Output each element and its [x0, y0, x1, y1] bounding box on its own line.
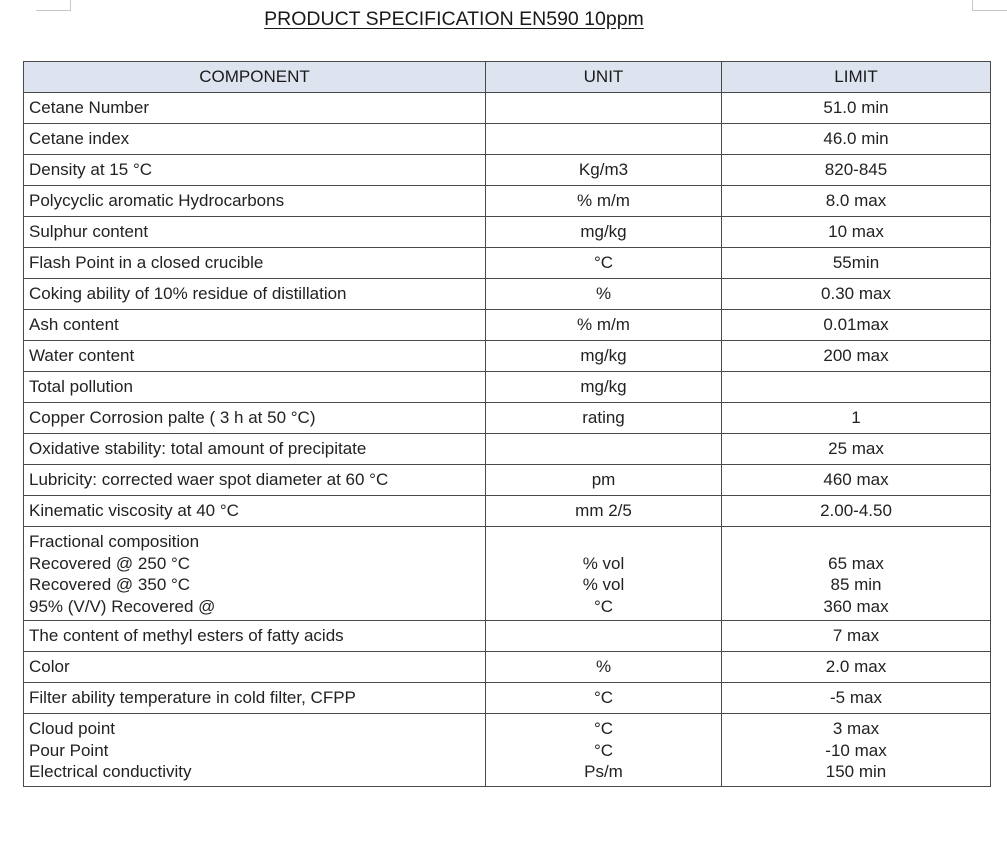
table-row — [24, 124, 991, 155]
component-cell-text: 95% (V/V) Recovered @ — [29, 596, 216, 616]
limit-cell-text: 65 max — [828, 553, 884, 573]
unit-cell-text: Ps/m — [584, 762, 623, 781]
component-cell-text: Ash content — [29, 315, 119, 335]
table-row — [24, 621, 991, 652]
unit-cell-text: % m/m — [577, 191, 630, 211]
component-cell-text: Electrical conductivity — [29, 762, 192, 781]
limit-cell — [722, 217, 991, 248]
unit-cell-text: mg/kg — [580, 377, 627, 397]
component-cell — [24, 310, 486, 341]
limit-cell-text: -10 max — [825, 740, 887, 760]
table-row — [24, 310, 991, 341]
limit-cell-text: 7 max — [832, 626, 880, 646]
limit-cell — [722, 496, 991, 527]
unit-cell — [486, 372, 722, 403]
spacer-line — [492, 531, 715, 553]
component-cell-text: Density at 15 °C — [29, 160, 153, 180]
table-body — [24, 93, 991, 787]
table-row — [24, 186, 991, 217]
limit-cell-text: 0.01max — [823, 315, 889, 335]
component-cell — [24, 496, 486, 527]
table-row — [24, 652, 991, 683]
component-cell-text: Lubricity: corrected waer spot diameter at 60 °C — [29, 470, 389, 490]
unit-cell-text: % m/m — [577, 315, 630, 335]
limit-cell-text: 200 max — [823, 346, 889, 366]
limit-cell — [722, 372, 991, 403]
component-cell — [24, 621, 486, 652]
limit-cell — [722, 434, 991, 465]
unit-cell — [486, 186, 722, 217]
unit-cell — [486, 652, 722, 683]
unit-cell — [486, 217, 722, 248]
component-cell — [24, 465, 486, 496]
limit-cell — [722, 155, 991, 186]
table-row — [24, 341, 991, 372]
component-cell-text: Cloud point — [29, 719, 116, 738]
document-title: PRODUCT SPECIFICATION EN590 10ppm — [264, 8, 644, 30]
component-cell — [24, 186, 486, 217]
limit-cell-text: 0.30 max — [821, 284, 891, 304]
component-cell — [24, 372, 486, 403]
unit-cell-text: Kg/m3 — [578, 160, 629, 180]
component-cell-text: Oxidative stability: total amount of precipitate — [29, 439, 367, 459]
limit-cell — [722, 93, 991, 124]
limit-cell-text: 3 max — [832, 719, 880, 738]
component-cell-text: Kinematic viscosity at 40 °C — [29, 501, 239, 521]
limit-cell-text: 360 max — [823, 596, 889, 616]
unit-cell — [486, 248, 722, 279]
unit-cell-text: °C — [593, 688, 614, 708]
component-cell-text: Recovered @ 250 °C — [29, 553, 191, 573]
component-cell-text: Cetane Number — [29, 98, 150, 118]
limit-cell-text: 46.0 min — [823, 129, 889, 149]
component-cell — [24, 403, 486, 434]
unit-cell-text: % vol — [582, 553, 625, 573]
unit-cell — [486, 93, 722, 124]
unit-cell-text: mm 2/5 — [575, 501, 632, 521]
table-row — [24, 714, 991, 787]
limit-cell-text: 820-845 — [824, 160, 888, 180]
table-row — [24, 683, 991, 714]
table-row — [24, 279, 991, 310]
component-cell-text: Cetane index — [29, 129, 130, 149]
header-limit: LIMIT — [722, 62, 991, 93]
limit-cell — [722, 248, 991, 279]
table-row — [24, 465, 991, 496]
unit-cell — [486, 714, 722, 787]
component-cell-text: Sulphur content — [29, 222, 149, 242]
limit-cell — [722, 310, 991, 341]
table-row — [24, 403, 991, 434]
component-cell-text: Polycyclic aromatic Hydrocarbons — [29, 191, 285, 211]
component-cell — [24, 279, 486, 310]
unit-cell — [486, 403, 722, 434]
unit-cell — [486, 155, 722, 186]
table-header-row — [24, 62, 991, 93]
header-component: COMPONENT — [24, 62, 486, 93]
limit-cell-text: 25 max — [828, 439, 884, 459]
unit-cell — [486, 434, 722, 465]
component-cell-text: Coking ability of 10% residue of distillation — [29, 284, 347, 304]
unit-cell — [486, 310, 722, 341]
table-row — [24, 434, 991, 465]
unit-cell — [486, 124, 722, 155]
table-row — [24, 527, 991, 621]
unit-cell-text: °C — [593, 719, 614, 738]
component-cell-text: Water content — [29, 346, 135, 366]
limit-cell-text: 460 max — [823, 470, 889, 490]
unit-cell-text: % — [595, 284, 612, 304]
component-cell — [24, 652, 486, 683]
component-cell — [24, 155, 486, 186]
spacer-line — [728, 531, 984, 553]
limit-cell-text: 10 max — [828, 222, 884, 242]
limit-cell — [722, 714, 991, 787]
limit-cell-text: 2.0 max — [825, 657, 887, 677]
unit-cell — [486, 496, 722, 527]
component-cell-text: The content of methyl esters of fatty acids — [29, 626, 344, 646]
limit-cell-text: 55min — [832, 253, 880, 273]
unit-cell-text: mg/kg — [580, 346, 627, 366]
component-cell-text: Fractional composition — [29, 532, 200, 551]
limit-cell-text: -5 max — [830, 688, 882, 708]
component-cell — [24, 434, 486, 465]
unit-cell — [486, 527, 722, 621]
unit-cell — [486, 465, 722, 496]
component-cell-text: Flash Point in a closed crucible — [29, 253, 264, 273]
header-unit: UNIT — [486, 62, 722, 93]
table-row — [24, 217, 991, 248]
table-row — [24, 248, 991, 279]
unit-cell-text: pm — [591, 470, 616, 490]
unit-cell — [486, 279, 722, 310]
table-row — [24, 93, 991, 124]
unit-cell-text: °C — [593, 740, 614, 760]
component-cell — [24, 217, 486, 248]
limit-cell — [722, 465, 991, 496]
component-cell — [24, 124, 486, 155]
unit-cell-text: °C — [593, 253, 614, 273]
limit-cell-text: 51.0 min — [823, 98, 889, 118]
limit-cell-text: 8.0 max — [825, 191, 887, 211]
unit-cell-text: mg/kg — [580, 222, 627, 242]
component-cell-text: Recovered @ 350 °C — [29, 575, 191, 594]
component-cell — [24, 248, 486, 279]
limit-cell-text: 150 min — [825, 762, 887, 781]
component-cell — [24, 93, 486, 124]
component-cell-text: Filter ability temperature in cold filter, CFPP — [29, 688, 356, 708]
limit-cell — [722, 124, 991, 155]
unit-cell — [486, 341, 722, 372]
unit-cell-text: rating — [582, 408, 625, 428]
limit-cell — [722, 621, 991, 652]
specification-table — [23, 61, 991, 787]
unit-cell-text: % — [595, 657, 612, 677]
component-cell-text: Pour Point — [29, 740, 109, 760]
limit-cell — [722, 186, 991, 217]
component-cell-text: Total pollution — [29, 377, 133, 397]
limit-cell — [722, 279, 991, 310]
limit-cell — [722, 341, 991, 372]
unit-cell — [486, 683, 722, 714]
component-cell-text: Color — [29, 657, 70, 677]
limit-cell-text: 2.00-4.50 — [820, 501, 892, 521]
component-cell — [24, 527, 486, 621]
table-row — [24, 155, 991, 186]
component-cell — [24, 683, 486, 714]
unit-cell-text: % vol — [582, 575, 625, 594]
unit-cell — [486, 621, 722, 652]
page-corner-mark-right — [972, 0, 1007, 11]
limit-cell-text: 85 min — [830, 575, 882, 594]
component-cell-text: Copper Corrosion palte ( 3 h at 50 °C) — [29, 408, 316, 428]
table-row — [24, 372, 991, 403]
limit-cell-text: 1 — [851, 408, 861, 428]
limit-cell — [722, 527, 991, 621]
unit-cell-text: °C — [593, 596, 614, 616]
table-row — [24, 496, 991, 527]
component-cell — [24, 341, 486, 372]
limit-cell — [722, 652, 991, 683]
limit-cell — [722, 403, 991, 434]
limit-cell — [722, 683, 991, 714]
component-cell — [24, 714, 486, 787]
